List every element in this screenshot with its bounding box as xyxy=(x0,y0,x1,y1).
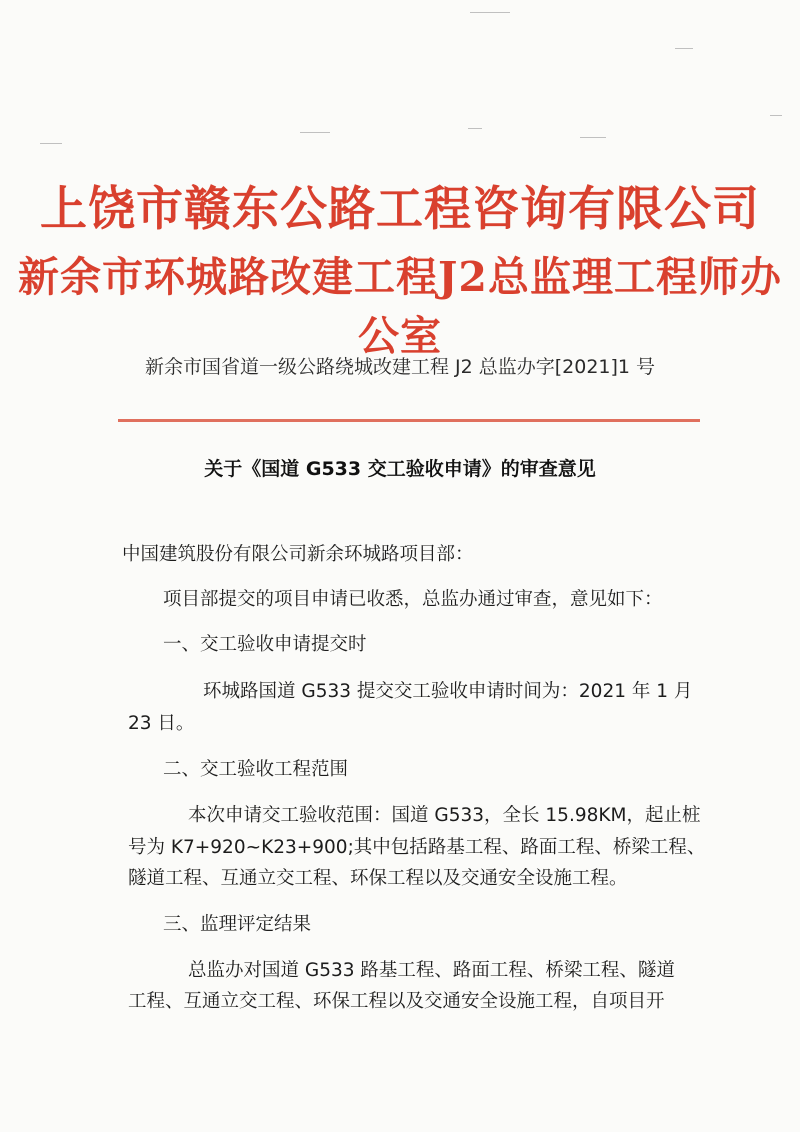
document-number: 新余市国省道一级公路绕城改建工程 J2 总监办字[2021]1 号 xyxy=(144,356,656,378)
scan-speck xyxy=(675,48,693,49)
recipient-line: 中国建筑股份有限公司新余环城路项目部： xyxy=(122,544,474,565)
scan-speck xyxy=(580,137,606,138)
section3-line: 总监办对国道 G533 路基工程、路面工程、桥梁工程、隧道 xyxy=(188,960,675,981)
company-name-header: 上饶市赣东公路工程咨询有限公司 xyxy=(40,182,760,237)
scan-speck xyxy=(468,128,482,129)
section1-line: 环城路国道 G533 提交交工验收申请时间为：2021 年 1 月 xyxy=(203,681,693,702)
scan-speck xyxy=(470,12,510,13)
red-divider-line xyxy=(118,419,700,422)
section1-heading: 一、交工验收申请提交时 xyxy=(163,634,367,655)
section2-heading: 二、交工验收工程范围 xyxy=(163,759,349,780)
section3-line: 工程、互通立交工程、环保工程以及交通安全设施工程，自项目开 xyxy=(128,991,665,1012)
section2-line: 号为 K7+920~K23+900;其中包括路基工程、路面工程、桥梁工程、 xyxy=(128,837,706,858)
section2-line: 隧道工程、互通立交工程、环保工程以及交通安全设施工程。 xyxy=(128,868,628,889)
scan-speck xyxy=(770,115,782,116)
section3-heading: 三、监理评定结果 xyxy=(163,914,312,935)
intro-paragraph: 项目部提交的项目申请已收悉，总监办通过审查，意见如下： xyxy=(163,589,663,610)
office-name-header: 新余市环城路改建工程J2总监理工程师办公室 xyxy=(18,253,782,360)
section2-line: 本次申请交工验收范围：国道 G533，全长 15.98KM，起止桩 xyxy=(188,805,701,826)
section1-line: 23 日。 xyxy=(128,713,195,734)
document-title: 关于《国道 G533 交工验收申请》的审查意见 xyxy=(204,458,596,480)
scan-speck xyxy=(40,143,62,144)
scan-speck xyxy=(300,132,330,133)
